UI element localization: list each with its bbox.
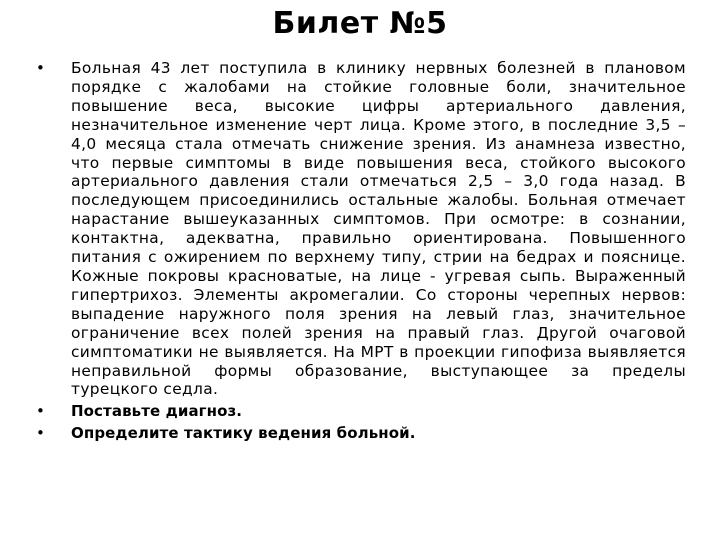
bullet-marker: • — [36, 59, 45, 77]
bullet-list — [36, 59, 686, 443]
bullet-item-diagnosis-task — [36, 402, 686, 421]
bullet-marker: • — [36, 424, 45, 443]
case-description-text: Больная 43 лет поступила в клинику нервных болезней в плановом порядке с жалобами на стойкие головные боли, значительное повышение веса, высокие цифры артериального давления, незначительное изменение черт лица. Кроме этого, в последние 3,5 – 4,0 месяца стала отмечать снижение зрения. Из анамнеза известно, что первые симптомы в виде повышения веса, стойкого высокого артериального давления стали отмечаться 2,5 – 3,0 года назад. В последующем присоединились остальные жалобы. Больная отмечает нарастание вышеуказанных симптомов. При осмотре: в сознании, контактна, адекватна, правильно ориентирована. Повышенного питания с ожирением по верхнему типу, стрии на бедрах и пояснице. Кожные покровы красноватые, на лице - угревая сыпь. Выраженный гипертрихоз. Элементы акромегалии. Со стороны черепных нервов: выпадение наружного поля зрения на левый глаз, значительное ограничение всех полей зрения на правый глаз. Другой очаговой симптоматики не выявляется. На МРТ в проекции гипофиза выявляется неправильной формы образование, выступающее за пределы турецкого седла. — [71, 59, 686, 399]
bullet-item-management-task — [36, 424, 686, 443]
bullet-item-case-description — [36, 59, 686, 399]
diagnosis-task-text: Поставьте диагноз. — [71, 402, 243, 421]
slide-title: Билет №5 — [272, 6, 448, 41]
bullet-marker: • — [36, 402, 45, 421]
management-task-text: Определите тактику ведения больной. — [71, 424, 416, 443]
